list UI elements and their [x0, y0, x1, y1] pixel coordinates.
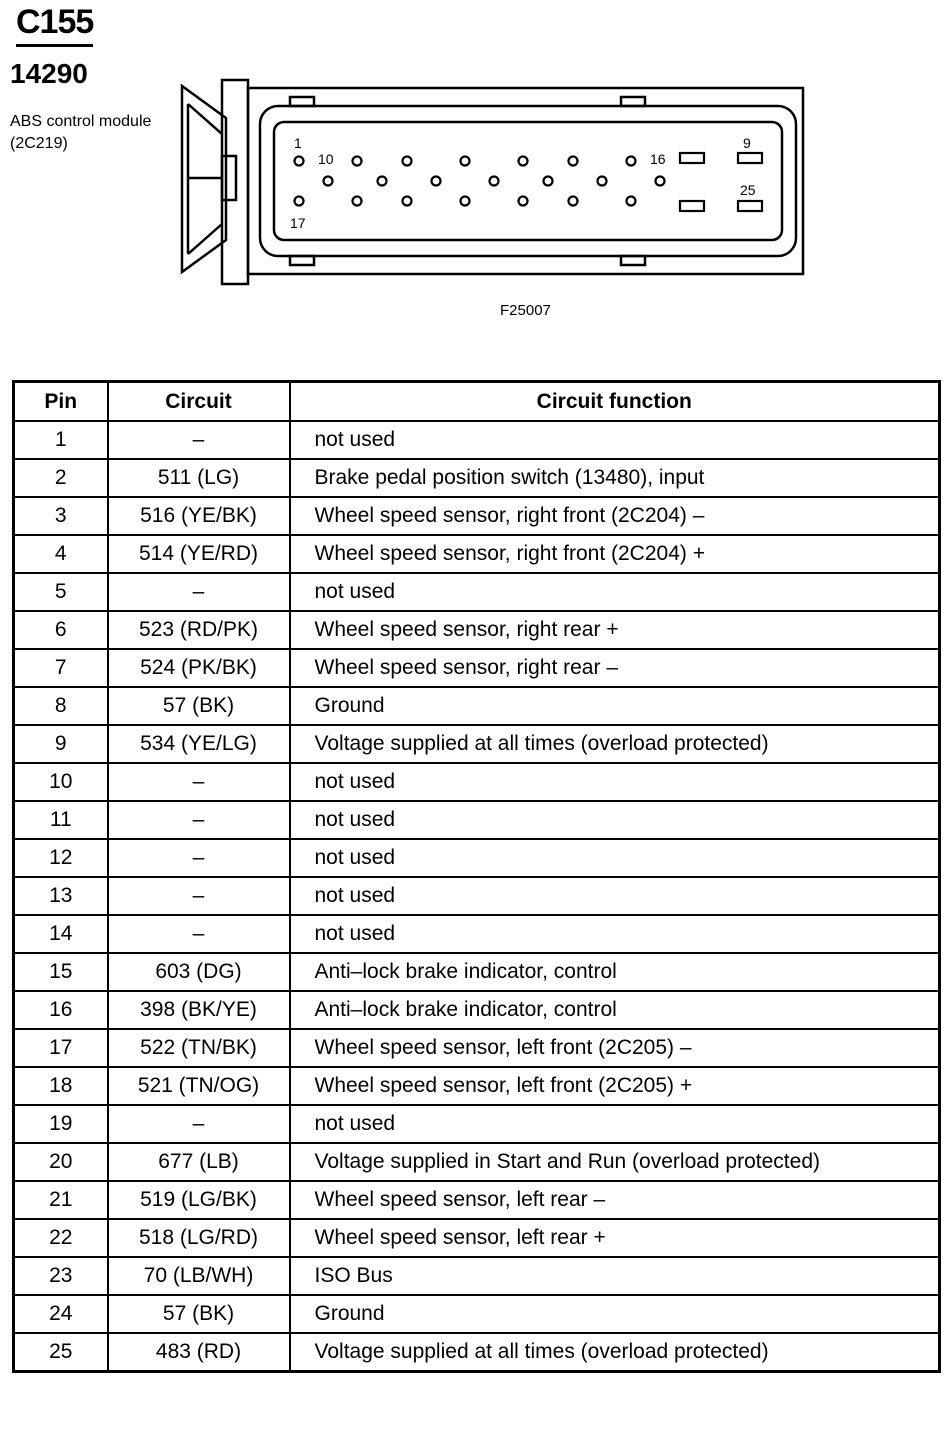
table-row [14, 1333, 940, 1372]
blade-pin-contact [680, 201, 704, 211]
table-row [14, 1105, 940, 1143]
module-code: (2C219) [10, 135, 68, 152]
circuit-cell: 483 (RD) [108, 1333, 290, 1372]
pin-label-25: 25 [740, 182, 756, 198]
table-header-row [14, 382, 940, 422]
pin-contact [353, 197, 362, 206]
table-row [14, 1295, 940, 1333]
housing-tab [621, 256, 645, 265]
pin-contact [403, 157, 412, 166]
circuit-cell: 534 (YE/LG) [108, 725, 290, 763]
circuit-cell: 522 (TN/BK) [108, 1029, 290, 1067]
circuit-function-cell: ISO Bus [290, 1257, 940, 1295]
table-row [14, 459, 940, 497]
housing-tab [290, 97, 314, 106]
header-pin: Pin [14, 382, 108, 422]
circuit-cell: – [108, 801, 290, 839]
circuit-cell: 521 (TN/OG) [108, 1067, 290, 1105]
circuit-cell: – [108, 877, 290, 915]
pin-contact [295, 157, 304, 166]
table-row [14, 953, 940, 991]
circuit-cell: 603 (DG) [108, 953, 290, 991]
pin-contact [378, 177, 387, 186]
table-row [14, 573, 940, 611]
circuit-function-cell: Wheel speed sensor, left rear + [290, 1219, 940, 1257]
pin-contact [461, 157, 470, 166]
connector-id: C155 [16, 2, 93, 47]
table-row [14, 421, 940, 459]
circuit-function-cell: Wheel speed sensor, left front (2C205) – [290, 1029, 940, 1067]
pin-label-17: 17 [290, 215, 306, 231]
connector-latch [222, 156, 236, 200]
module-name: ABS control module [10, 113, 152, 130]
table-row [14, 497, 940, 535]
table-row [14, 763, 940, 801]
pin-cell: 22 [14, 1219, 108, 1257]
circuit-cell: 518 (LG/RD) [108, 1219, 290, 1257]
circuit-cell: 57 (BK) [108, 687, 290, 725]
pin-contact [353, 157, 362, 166]
pin-contact [490, 177, 499, 186]
circuit-cell: 677 (LB) [108, 1143, 290, 1181]
table-row [14, 1029, 940, 1067]
pin-cell: 11 [14, 801, 108, 839]
connector-housing [248, 88, 803, 274]
table-row [14, 991, 940, 1029]
circuit-function-cell: Wheel speed sensor, right rear + [290, 611, 940, 649]
pin-cell: 19 [14, 1105, 108, 1143]
pin-cell: 20 [14, 1143, 108, 1181]
pin-contact [544, 177, 553, 186]
circuit-cell: 516 (YE/BK) [108, 497, 290, 535]
circuit-function-cell: not used [290, 573, 940, 611]
pin-cell: 8 [14, 687, 108, 725]
pin-cell: 24 [14, 1295, 108, 1333]
table-row [14, 1067, 940, 1105]
blade-pin-contact [738, 201, 762, 211]
housing-tab [290, 256, 314, 265]
circuit-function-cell: Wheel speed sensor, left rear – [290, 1181, 940, 1219]
pin-cell: 23 [14, 1257, 108, 1295]
table-row [14, 1257, 940, 1295]
pin-contact [519, 157, 528, 166]
circuit-function-cell: Wheel speed sensor, right front (2C204) – [290, 497, 940, 535]
pin-cell: 3 [14, 497, 108, 535]
circuit-cell: 514 (YE/RD) [108, 535, 290, 573]
pin-cell: 13 [14, 877, 108, 915]
table-row [14, 687, 940, 725]
circuit-cell: – [108, 839, 290, 877]
pin-cell: 21 [14, 1181, 108, 1219]
circuit-function-cell: not used [290, 1105, 940, 1143]
circuit-cell: 519 (LG/BK) [108, 1181, 290, 1219]
circuit-function-cell: not used [290, 421, 940, 459]
circuit-cell: – [108, 763, 290, 801]
pin-cell: 10 [14, 763, 108, 801]
table-row [14, 839, 940, 877]
circuit-function-cell: not used [290, 877, 940, 915]
part-number: 14290 [10, 58, 88, 89]
pin-contact [598, 177, 607, 186]
pin-table [12, 380, 941, 1373]
circuit-cell: – [108, 1105, 290, 1143]
circuit-function-cell: Voltage supplied at all times (overload protected) [290, 725, 940, 763]
circuit-cell: 523 (RD/PK) [108, 611, 290, 649]
pin-contact [403, 197, 412, 206]
circuit-cell: 524 (PK/BK) [108, 649, 290, 687]
pin-cell: 5 [14, 573, 108, 611]
table-row [14, 1143, 940, 1181]
pin-contact [569, 197, 578, 206]
table-row [14, 611, 940, 649]
pin-contact [569, 157, 578, 166]
blade-pin-contact [738, 153, 762, 163]
circuit-cell: – [108, 421, 290, 459]
pin-cell: 2 [14, 459, 108, 497]
housing-tab [621, 97, 645, 106]
pin-cell: 18 [14, 1067, 108, 1105]
pin-label-10: 10 [318, 151, 334, 167]
circuit-function-cell: not used [290, 915, 940, 953]
table-row [14, 1219, 940, 1257]
table-row [14, 1181, 940, 1219]
pin-contact [627, 157, 636, 166]
circuit-cell: – [108, 573, 290, 611]
header-circuit: Circuit [108, 382, 290, 422]
figure-id: F25007 [500, 302, 551, 319]
pin-contact [324, 177, 333, 186]
table-row [14, 801, 940, 839]
circuit-function-cell: Voltage supplied at all times (overload protected) [290, 1333, 940, 1372]
circuit-function-cell: not used [290, 839, 940, 877]
circuit-function-cell: not used [290, 763, 940, 801]
circuit-function-cell: Voltage supplied in Start and Run (overload protected) [290, 1143, 940, 1181]
circuit-function-cell: Anti–lock brake indicator, control [290, 991, 940, 1029]
circuit-function-cell: Wheel speed sensor, right front (2C204) + [290, 535, 940, 573]
circuit-cell: 398 (BK/YE) [108, 991, 290, 1029]
header-circuit-function: Circuit function [290, 382, 940, 422]
pin-cell: 6 [14, 611, 108, 649]
pin-contact [627, 197, 636, 206]
table-row [14, 535, 940, 573]
table-row [14, 649, 940, 687]
blade-pin-contact [680, 153, 704, 163]
pin-cell: 7 [14, 649, 108, 687]
pin-cell: 9 [14, 725, 108, 763]
pin-label-16: 16 [650, 151, 666, 167]
pin-label-9: 9 [743, 135, 751, 151]
pin-cell: 12 [14, 839, 108, 877]
pin-cell: 14 [14, 915, 108, 953]
circuit-function-cell: Wheel speed sensor, left front (2C205) + [290, 1067, 940, 1105]
pin-cell: 16 [14, 991, 108, 1029]
table-row [14, 915, 940, 953]
circuit-cell: 70 (LB/WH) [108, 1257, 290, 1295]
pin-contact [656, 177, 665, 186]
pin-contact [519, 197, 528, 206]
pin-cell: 1 [14, 421, 108, 459]
circuit-function-cell: Brake pedal position switch (13480), input [290, 459, 940, 497]
pin-cell: 15 [14, 953, 108, 991]
circuit-cell: 57 (BK) [108, 1295, 290, 1333]
pin-cell: 25 [14, 1333, 108, 1372]
circuit-function-cell: Ground [290, 687, 940, 725]
pin-cell: 17 [14, 1029, 108, 1067]
pin-cell: 4 [14, 535, 108, 573]
circuit-function-cell: Wheel speed sensor, right rear – [290, 649, 940, 687]
circuit-cell: – [108, 915, 290, 953]
pin-label-1: 1 [294, 135, 302, 151]
pin-contact [432, 177, 441, 186]
circuit-function-cell: not used [290, 801, 940, 839]
circuit-cell: 511 (LG) [108, 459, 290, 497]
pin-contact [295, 197, 304, 206]
circuit-function-cell: Ground [290, 1295, 940, 1333]
table-row [14, 725, 940, 763]
connector-diagram [0, 0, 951, 340]
circuit-function-cell: Anti–lock brake indicator, control [290, 953, 940, 991]
pin-contact [461, 197, 470, 206]
table-row [14, 877, 940, 915]
